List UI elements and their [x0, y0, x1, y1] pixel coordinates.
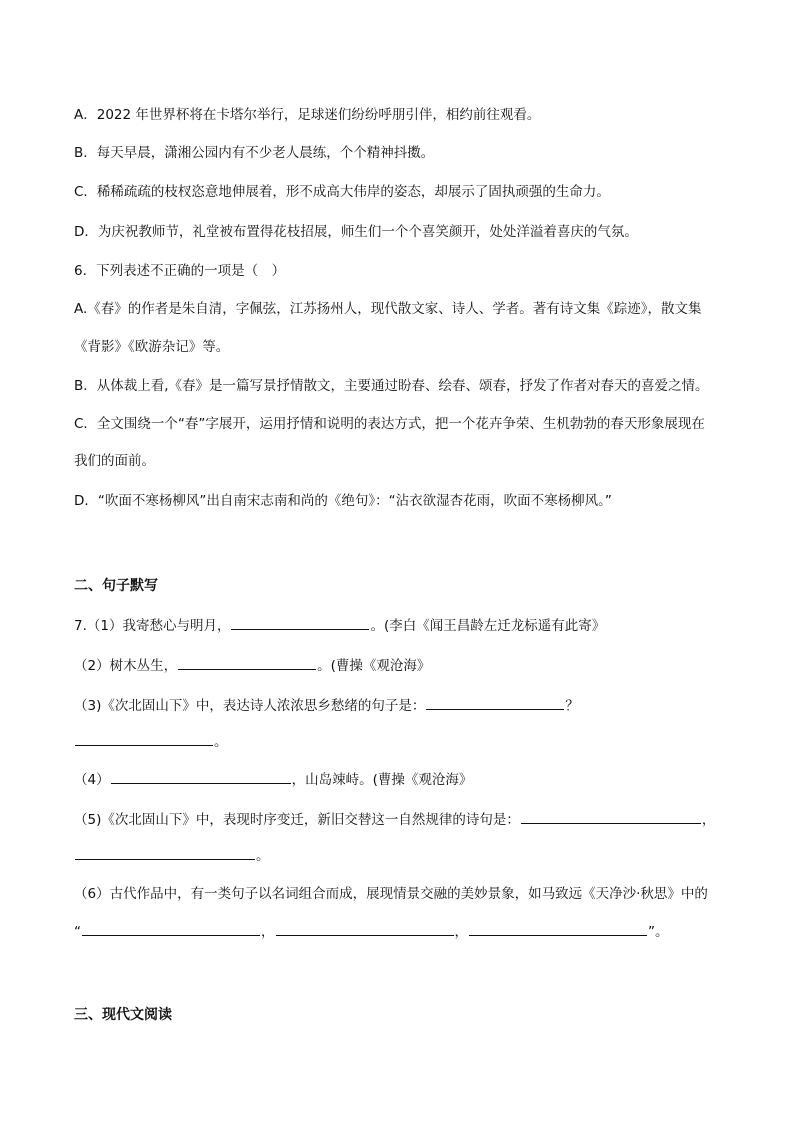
- q7-3-prefix: （3)《次北固山下》中，表达诗人浓浓思乡愁绪的句子是：: [74, 698, 426, 714]
- close-quote: ”。: [648, 924, 669, 940]
- q6-stem: 6．下列表述不正确的一项是（ ）: [74, 263, 286, 279]
- open-quote: “: [74, 924, 81, 940]
- q6-option-d: D．“吹面不寒杨柳风”出自南宋志南和尚的《绝句》：“沾衣欲湿杏花雨，吹面不寒杨柳风。”: [74, 493, 612, 509]
- q6-option-b: B．从体裁上看,《春》是一篇写景抒情散文，主要通过盼春、绘春、颂春，抒发了作者对春天的喜爱之情。: [74, 378, 709, 394]
- q7-1-suffix: 。(李白《闻王昌龄左迁龙标遥有此寄》: [370, 618, 606, 634]
- q6-option-c-line1: C．全文围绕一个“春”字展开，运用抒情和说明的表达方式，把一个花卉争荣、生机勃勃的春天形象展现在: [74, 416, 705, 432]
- section-3-heading: 三、现代文阅读: [74, 1007, 172, 1023]
- q5-option-b: B．每天早晨，潇湘公园内有不少老人晨练，个个精神抖擞。: [74, 145, 435, 161]
- q7-1-prefix: 7.（1）我寄愁心与明月，: [74, 618, 231, 634]
- q7-4: [74, 770, 734, 789]
- q6-option-a-line1: A.《春》的作者是朱自清，字佩弦，江苏扬州人，现代散文家、诗人、学者。著有诗文集《踪迹》，散文集: [74, 301, 702, 317]
- answer-blank[interactable]: [82, 922, 260, 936]
- q6-option-c-line2: 我们的面前。: [74, 453, 155, 469]
- section-2-heading: 二、句子默写: [74, 578, 158, 594]
- answer-blank[interactable]: [178, 656, 316, 670]
- q7-3: [74, 696, 734, 715]
- q7-6-line1: （6）古代作品中，有一类句子以名词组合而成，展现情景交融的美妙景象，如马致远《天净沙·秋思》中的: [74, 886, 708, 902]
- q7-5-prefix: （5)《次北固山下》中，表现时序变迁，新旧交替这一自然规律的诗句是：: [74, 812, 520, 828]
- q5-option-d: D．为庆祝教师节，礼堂被布置得花枝招展，师生们一个个喜笑颜开，处处洋溢着喜庆的气氛。: [74, 224, 638, 240]
- q7-5-mid: ，: [701, 812, 716, 828]
- q6-option-a-line2: 《背影》《欧游杂记》等。: [74, 339, 230, 355]
- q7-2: [74, 656, 734, 675]
- q7-4-prefix: （4）: [74, 772, 110, 788]
- answer-blank[interactable]: [469, 922, 647, 936]
- q7-6-line2: [74, 922, 734, 941]
- answer-blank[interactable]: [111, 770, 291, 784]
- answer-blank[interactable]: [75, 732, 213, 746]
- answer-blank[interactable]: [426, 696, 564, 710]
- q7-2-prefix: （2）树木丛生，: [74, 658, 178, 674]
- q7-3-mid: ？: [565, 698, 579, 714]
- q7-5-continued: [74, 846, 734, 865]
- q7-2-suffix: 。(曹操《观沧海》: [317, 658, 431, 674]
- answer-blank[interactable]: [276, 922, 454, 936]
- answer-blank[interactable]: [75, 846, 255, 860]
- separator: ，: [261, 924, 275, 940]
- q7-3-continued: [74, 732, 734, 751]
- q5-option-c: C．稀稀疏疏的枝杈恣意地伸展着，形不成高大伟岸的姿态，却展示了固执顽强的生命力。: [74, 184, 610, 200]
- answer-blank[interactable]: [231, 616, 369, 630]
- separator: ，: [454, 924, 468, 940]
- q7-5: [74, 810, 734, 829]
- q7-3-end: 。: [214, 734, 228, 750]
- q7-5-end: 。: [256, 848, 270, 864]
- q7-4-suffix: ，山岛竦峙。(曹操《观沧海》: [291, 772, 473, 788]
- answer-blank[interactable]: [521, 810, 701, 824]
- q5-option-a: A．2022 年世界杯将在卡塔尔举行，足球迷们纷纷呼朋引伴，相约前往观看。: [74, 107, 541, 123]
- q7-1: [74, 616, 734, 635]
